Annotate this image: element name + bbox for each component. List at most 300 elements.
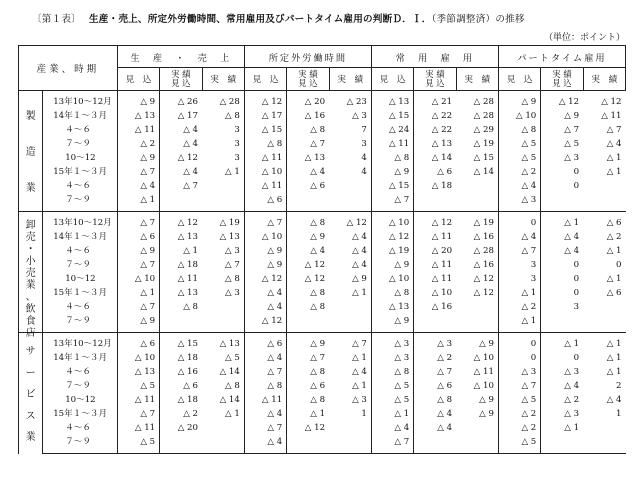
table-row	[19, 91, 626, 110]
value-cell: △ 7	[225, 260, 240, 270]
industry-label	[19, 212, 43, 339]
period-label: 10〜12	[43, 393, 118, 407]
industry-label	[19, 91, 43, 212]
value-cell: △ 1	[606, 246, 622, 256]
value-cell: △ 8	[310, 367, 326, 377]
value-cell: △ 10	[431, 288, 453, 298]
value-cell: △ 11	[431, 232, 453, 242]
value-cell: △ 12	[304, 274, 326, 284]
header-subcol: 見 込	[498, 68, 540, 91]
value-cell: △ 8	[371, 286, 413, 300]
industry-char: 売	[25, 232, 36, 243]
header-group: 生 産 ・ 売 上	[117, 46, 244, 68]
value-cell: △ 10	[117, 351, 159, 365]
header-subcol-line: 見 込	[552, 78, 572, 88]
value-cell: 0	[573, 181, 580, 191]
header-subcol-line: 見 込	[298, 78, 318, 88]
industry-label	[19, 333, 43, 454]
value-cell: △ 4	[183, 167, 198, 177]
value-cell: △ 22	[431, 125, 453, 135]
value-cell: △ 20	[287, 91, 329, 110]
value-cell: △ 13	[304, 153, 326, 163]
value-cell: △ 21	[414, 91, 456, 110]
value-cell: △ 5	[498, 137, 540, 151]
value-cell: 4	[361, 167, 367, 177]
value-cell: △ 4	[244, 300, 286, 314]
value-cell: △ 4	[498, 179, 540, 193]
value-cell: △ 18	[431, 181, 453, 191]
value-cell	[202, 421, 244, 435]
value-cell: △ 11	[117, 421, 159, 435]
value-cell: △ 4	[244, 407, 286, 421]
value-cell: △ 5	[225, 353, 240, 363]
value-cell: △ 5	[371, 379, 413, 393]
value-cell: △ 15	[371, 179, 413, 193]
unit-note: （単位：ポイント）	[543, 33, 625, 43]
value-cell: △ 1	[606, 167, 622, 177]
value-cell	[583, 179, 625, 193]
value-cell: △ 9	[371, 258, 413, 272]
value-cell: △ 4	[183, 125, 198, 135]
value-cell: △ 8	[225, 274, 240, 284]
industry-char: 、	[25, 292, 36, 303]
value-cell: △ 13	[219, 232, 240, 242]
value-cell: △ 8	[183, 302, 198, 312]
value-cell: △ 4	[352, 246, 367, 256]
value-cell	[583, 314, 625, 333]
value-cell: △ 15	[371, 109, 413, 123]
value-cell: △ 14	[473, 167, 494, 177]
table-row	[19, 165, 626, 179]
value-cell: △ 6	[310, 181, 326, 191]
industry-char: 飲	[25, 304, 36, 315]
value-cell: △ 5	[371, 393, 413, 407]
value-cell: △ 12	[304, 260, 326, 270]
table-row	[19, 258, 626, 272]
table-row	[19, 351, 626, 365]
value-cell: △ 12	[541, 91, 583, 110]
header-subcol: 見 込	[244, 68, 286, 91]
value-cell: △ 7	[117, 258, 159, 272]
value-cell: △ 28	[473, 246, 494, 256]
value-cell: △ 19	[473, 139, 494, 149]
value-cell: △ 3	[564, 367, 580, 377]
table-row	[19, 300, 626, 314]
value-cell: △ 5	[564, 139, 580, 149]
table-row	[19, 333, 626, 352]
value-cell: △ 9	[244, 244, 286, 258]
value-cell: 0	[498, 351, 540, 365]
value-cell: △ 8	[371, 365, 413, 379]
value-cell: △ 3	[225, 246, 240, 256]
value-cell: △ 11	[431, 260, 453, 270]
value-cell: △ 12	[583, 91, 625, 110]
value-cell: △ 17	[244, 109, 286, 123]
value-cell: △ 16	[177, 367, 198, 377]
industry-char: ー	[25, 367, 36, 379]
value-cell: △ 7	[498, 379, 540, 393]
value-cell	[329, 314, 371, 333]
value-cell	[541, 193, 583, 212]
value-cell: △ 1	[606, 153, 622, 163]
industry-char: 製	[25, 111, 36, 122]
header-subcol-line: 見 込	[425, 78, 445, 88]
value-cell: △ 4	[183, 139, 198, 149]
value-cell: △ 7	[117, 407, 159, 421]
value-cell: 3	[234, 125, 240, 135]
title-main: 生産・売上、所定外労働時間、常用雇用及びパートタイム雇用の判断Ｄ．Ｉ．	[88, 14, 432, 25]
value-cell: △ 29	[473, 125, 494, 135]
value-cell: △ 7	[244, 365, 286, 379]
value-cell: △ 7	[437, 367, 453, 377]
value-cell: △ 9	[352, 274, 367, 284]
value-cell: △ 10	[473, 353, 494, 363]
header-group: パートタイム雇用	[498, 46, 625, 68]
industry-char: 売	[25, 268, 36, 279]
value-cell: △ 4	[564, 246, 580, 256]
value-cell: △ 1	[117, 286, 159, 300]
value-cell: △ 7	[564, 125, 580, 135]
value-cell: △ 5	[117, 379, 159, 393]
value-cell: △ 6	[117, 230, 159, 244]
value-cell: 7	[361, 125, 367, 135]
industry-char: ビ	[25, 389, 36, 401]
value-cell	[414, 314, 456, 333]
value-cell: △ 12	[244, 91, 286, 110]
value-cell: 1	[616, 409, 622, 419]
value-cell: △ 13	[371, 300, 413, 314]
value-cell	[456, 314, 498, 333]
value-cell: △ 10	[244, 165, 286, 179]
value-cell: △ 9	[287, 333, 329, 352]
value-cell: △ 12	[329, 212, 371, 231]
value-cell: △ 26	[160, 91, 202, 110]
value-cell	[541, 314, 583, 333]
value-cell: △ 9	[244, 258, 286, 272]
value-cell: △ 11	[473, 367, 494, 377]
value-cell: △ 7	[117, 300, 159, 314]
value-cell: △ 28	[202, 91, 244, 110]
value-cell: △ 2	[498, 421, 540, 435]
value-cell	[329, 193, 371, 212]
value-cell: △ 23	[329, 91, 371, 110]
period-label: ４〜６	[43, 421, 118, 435]
value-cell: △ 20	[177, 423, 198, 433]
value-cell: △ 5	[498, 393, 540, 407]
value-cell: △ 12	[177, 153, 198, 163]
header-subcol: 見 込	[117, 68, 159, 91]
value-cell: 0	[573, 288, 580, 298]
value-cell: △ 16	[473, 260, 494, 270]
value-cell: △ 1	[352, 381, 367, 391]
value-cell: △ 1	[225, 409, 240, 419]
value-cell: △ 11	[244, 179, 286, 193]
value-cell: △ 1	[606, 353, 622, 363]
value-cell: △ 3	[371, 351, 413, 365]
value-cell: △ 1	[371, 407, 413, 421]
value-cell: 0	[573, 274, 580, 284]
value-cell: 4	[361, 153, 367, 163]
value-cell: △ 19	[371, 244, 413, 258]
value-cell	[329, 421, 371, 435]
value-cell: △ 4	[244, 286, 286, 300]
value-cell: △ 3	[352, 395, 367, 405]
value-cell: △ 6	[244, 193, 286, 212]
value-cell: △ 18	[177, 353, 198, 363]
value-cell: 3	[498, 272, 540, 286]
value-cell	[287, 435, 329, 454]
value-cell: △ 3	[414, 333, 456, 352]
value-cell: △ 1	[541, 212, 583, 231]
value-cell: △ 1	[606, 274, 622, 284]
value-cell	[287, 193, 329, 212]
period-label: 13年10〜12月	[43, 91, 118, 110]
value-cell: △ 11	[117, 123, 159, 137]
value-cell	[456, 300, 498, 314]
period-label: 13年10〜12月	[43, 212, 118, 231]
period-label: ７〜９	[43, 258, 118, 272]
value-cell: △ 9	[498, 91, 540, 110]
value-cell: △ 15	[473, 153, 494, 163]
value-cell: △ 1	[352, 353, 367, 363]
value-cell: △ 12	[304, 423, 326, 433]
header-subcol-line: 実 績	[171, 69, 191, 79]
table-number: 〔第１表〕	[32, 14, 81, 25]
period-label: 10〜12	[43, 272, 118, 286]
value-cell: △ 8	[310, 125, 326, 135]
period-label: ７〜９	[43, 435, 118, 454]
value-cell: △ 7	[244, 212, 286, 231]
value-cell: △ 8	[310, 302, 326, 312]
period-label: 14年１〜３月	[43, 230, 118, 244]
value-cell: △ 17	[177, 111, 198, 121]
value-cell: △ 6	[583, 212, 625, 231]
value-cell: △ 22	[431, 111, 453, 121]
value-cell: △ 15	[244, 123, 286, 137]
value-cell: △ 8	[225, 381, 240, 391]
value-cell	[583, 193, 625, 212]
industry-char: 食	[25, 316, 36, 327]
table-row	[19, 109, 626, 123]
value-cell: △ 1	[498, 286, 540, 300]
value-cell: △ 7	[183, 181, 198, 191]
value-cell: △ 28	[456, 91, 498, 110]
value-cell: △ 13	[177, 232, 198, 242]
value-cell: △ 10	[117, 272, 159, 286]
header-subcol-line: 実 績	[298, 69, 318, 79]
value-cell: △ 12	[371, 230, 413, 244]
header-subcol-line: 実 績	[425, 69, 445, 79]
value-cell: △ 1	[310, 409, 326, 419]
value-cell: △ 19	[456, 212, 498, 231]
value-cell	[456, 421, 498, 435]
value-cell	[414, 435, 456, 454]
value-cell: △ 5	[117, 435, 159, 454]
value-cell: △ 7	[371, 193, 413, 212]
value-cell: △ 1	[117, 193, 159, 212]
table-row	[19, 407, 626, 421]
value-cell	[329, 300, 371, 314]
value-cell: △ 11	[244, 151, 286, 165]
industry-char: 業	[25, 432, 36, 444]
value-cell: △ 4	[498, 230, 540, 244]
value-cell: △ 4	[606, 395, 622, 405]
value-cell	[202, 193, 244, 212]
table-row	[19, 179, 626, 193]
table-row	[19, 151, 626, 165]
value-cell: △ 4	[117, 179, 159, 193]
value-cell: △ 14	[219, 395, 240, 405]
value-cell: △ 28	[473, 111, 494, 121]
value-cell: △ 2	[183, 409, 198, 419]
value-cell: △ 1	[225, 167, 240, 177]
value-cell: △ 9	[479, 395, 494, 405]
value-cell: △ 7	[498, 244, 540, 258]
value-cell: △ 11	[431, 274, 453, 284]
value-cell: △ 1	[564, 423, 580, 433]
header-subcol	[160, 68, 202, 91]
value-cell: △ 4	[437, 409, 453, 419]
value-cell: △ 4	[352, 367, 367, 377]
value-cell: △ 9	[310, 232, 326, 242]
value-cell: △ 3	[498, 365, 540, 379]
value-cell	[583, 435, 625, 454]
value-cell: △ 8	[287, 212, 329, 231]
value-cell: △ 14	[219, 367, 240, 377]
value-cell: △ 11	[244, 393, 286, 407]
value-cell: △ 12	[473, 274, 494, 284]
value-cell: △ 2	[437, 353, 453, 363]
header-subcol: 実 績	[583, 68, 625, 91]
value-cell: △ 8	[437, 395, 453, 405]
value-cell: △ 3	[352, 111, 367, 121]
di-table	[18, 45, 626, 454]
header-corner: 産業、時期	[19, 46, 118, 91]
value-cell: △ 3	[564, 153, 580, 163]
value-cell: △ 7	[117, 212, 159, 231]
header-group: 常 用 雇 用	[371, 46, 498, 68]
header-subcol-line: 実 績	[552, 69, 572, 79]
value-cell: △ 2	[117, 137, 159, 151]
value-cell: △ 11	[371, 137, 413, 151]
value-cell: △ 16	[431, 302, 453, 312]
value-cell: △ 8	[244, 379, 286, 393]
value-cell: △ 12	[473, 288, 494, 298]
value-cell: △ 8	[244, 137, 286, 151]
value-cell: 3	[234, 153, 240, 163]
value-cell: △ 7	[117, 165, 159, 179]
industry-char: 業	[25, 183, 36, 194]
period-label: 13年10〜12月	[43, 333, 118, 352]
value-cell: 3	[573, 302, 580, 312]
header-subcol-line: 見 込	[171, 78, 191, 88]
value-cell: △ 18	[177, 395, 198, 405]
header-subcol: 見 込	[371, 68, 413, 91]
period-label: ７〜９	[43, 137, 118, 151]
value-cell: △ 1	[541, 333, 583, 352]
value-cell: △ 4	[437, 423, 453, 433]
value-cell: △ 7	[606, 125, 622, 135]
value-cell: △ 4	[352, 260, 367, 270]
table-row	[19, 137, 626, 151]
header-subcol	[541, 68, 583, 91]
value-cell: 3	[498, 258, 540, 272]
value-cell: 0	[573, 353, 580, 363]
period-label: ４〜６	[43, 123, 118, 137]
value-cell: △ 13	[431, 139, 453, 149]
value-cell: △ 4	[352, 232, 367, 242]
value-cell: △ 11	[177, 274, 198, 284]
value-cell: △ 2	[498, 165, 540, 179]
value-cell: 0	[573, 260, 580, 270]
value-cell: △ 13	[371, 91, 413, 110]
value-cell: △ 16	[304, 111, 326, 121]
value-cell: △ 12	[244, 314, 286, 333]
value-cell: △ 9	[371, 165, 413, 179]
value-cell: △ 13	[117, 109, 159, 123]
value-cell: △ 4	[606, 139, 622, 149]
value-cell: 3	[234, 139, 240, 149]
value-cell: △ 8	[371, 151, 413, 165]
header-subcol	[287, 68, 329, 91]
value-cell: △ 9	[456, 333, 498, 352]
period-label: ４〜６	[43, 244, 118, 258]
value-cell: 0	[616, 260, 622, 270]
table-row	[19, 230, 626, 244]
value-cell: △ 9	[117, 314, 159, 333]
title-sub: （季節調整済）の推移	[431, 14, 525, 25]
value-cell: △ 1	[498, 314, 540, 333]
value-cell: △ 2	[498, 300, 540, 314]
value-cell: △ 10	[371, 212, 413, 231]
header-subcol: 実 績	[456, 68, 498, 91]
value-cell: △ 12	[160, 212, 202, 231]
value-cell: △ 15	[160, 333, 202, 352]
value-cell	[287, 314, 329, 333]
table-row	[19, 379, 626, 393]
period-label: ７〜９	[43, 314, 118, 333]
value-cell: △ 4	[564, 232, 580, 242]
value-cell: △ 9	[371, 314, 413, 333]
value-cell: △ 5	[498, 435, 540, 454]
value-cell: △ 16	[473, 232, 494, 242]
industry-char: 造	[25, 147, 36, 158]
table-row	[19, 212, 626, 231]
value-cell	[456, 435, 498, 454]
value-cell: △ 9	[117, 244, 159, 258]
industry-char: 業	[25, 280, 36, 291]
value-cell	[202, 179, 244, 193]
value-cell: △ 1	[352, 288, 367, 298]
value-cell: △ 6	[183, 381, 198, 391]
period-label: 10〜12	[43, 151, 118, 165]
value-cell: △ 10	[244, 230, 286, 244]
header-group: 所定外労働時間	[244, 46, 371, 68]
value-cell: △ 4	[371, 421, 413, 435]
industry-char: サ	[25, 346, 36, 358]
period-label: ４〜６	[43, 179, 118, 193]
value-cell: △ 19	[202, 212, 244, 231]
value-cell: △ 7	[329, 333, 371, 352]
value-cell	[202, 314, 244, 333]
value-cell: △ 4	[244, 435, 286, 454]
period-label: 15年１〜３月	[43, 286, 118, 300]
value-cell: △ 9	[564, 111, 580, 121]
value-cell	[583, 421, 625, 435]
value-cell	[414, 193, 456, 212]
value-cell: △ 7	[244, 421, 286, 435]
header-subcol: 実 績	[202, 68, 244, 91]
